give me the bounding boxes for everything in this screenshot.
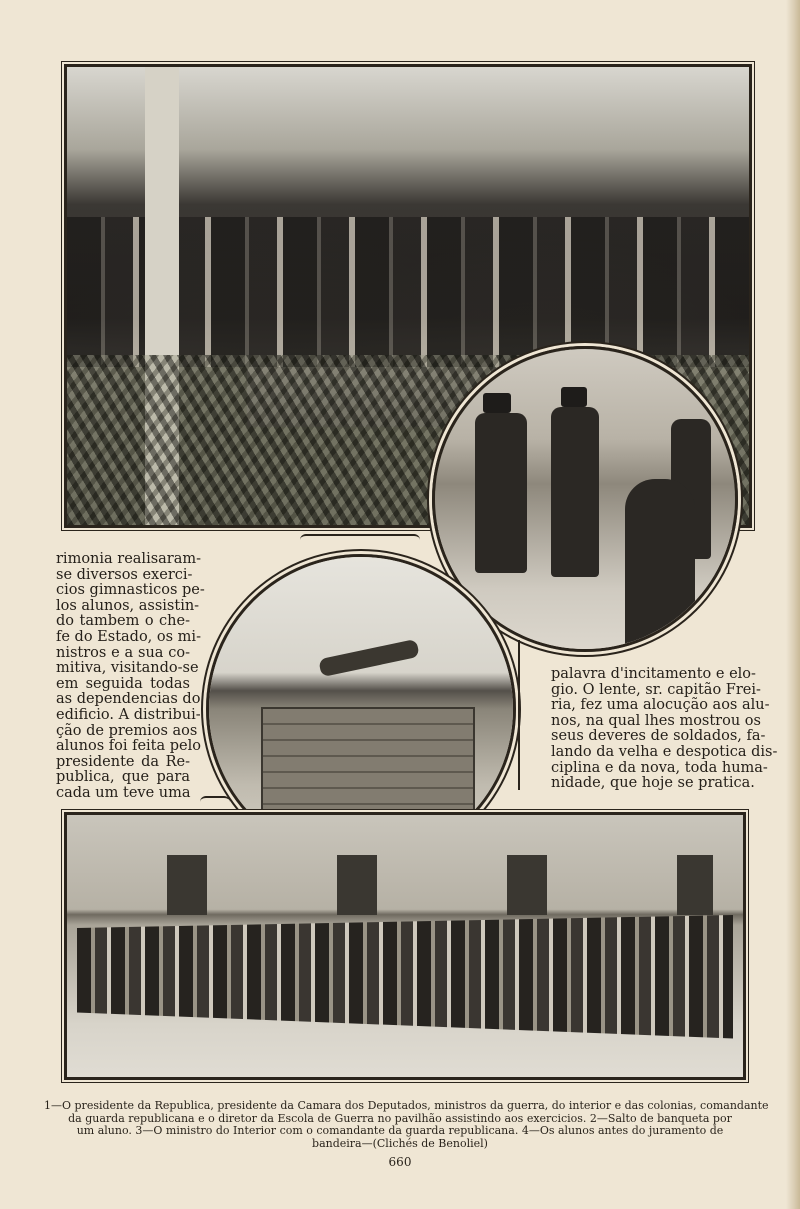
ornament-scroll [300, 534, 420, 546]
figure-minister [475, 413, 527, 573]
text-line: nos, na qual lhes mostrou os [551, 712, 761, 729]
figure-commander [551, 407, 599, 577]
text-line: alunos foi feita pelo [56, 738, 201, 755]
text-line: ria, fez uma alocução aos alu- [551, 697, 770, 714]
text-line: nidade, que hoje se pratica. [551, 775, 755, 792]
text-line: gio. O lente, sr. capitão Frei- [551, 681, 761, 698]
top-hat [483, 393, 511, 413]
page-number: 660 [388, 1155, 412, 1169]
text-line: lando da velha e despotica dis- [551, 743, 778, 760]
caption-line: um aluno. 3—O ministro do Interior com o comandante da guarda republicana. 4—Os alunos antes do juramento de [76, 1124, 724, 1137]
text-line: ciplina e da nova, toda huma- [551, 759, 768, 776]
text-line: presidente da Re- [56, 753, 190, 770]
top-hat [561, 387, 587, 407]
photo-caption [44, 1099, 769, 1150]
text-line: se diversos exerci- [56, 566, 193, 583]
caption-line: bandeira—(Clichés de Benoliel) [312, 1136, 488, 1150]
text-line: do tambem o che- [56, 613, 190, 630]
text-line: em seguida todas [56, 675, 190, 692]
figure-boy [625, 479, 695, 649]
vaulting-box [261, 707, 475, 811]
caption-line: 1—O presidente da Republica, presidente da Camara dos Deputados, ministros da guerra, do interior e das colonias, comandante [44, 1099, 769, 1112]
ornament-line [518, 640, 530, 790]
text-line: nistros e a sua co- [56, 644, 190, 661]
text-line: seus deveres de soldados, fa- [551, 728, 766, 745]
building-windows [97, 855, 713, 915]
text-line: edificio. A distribui- [56, 706, 201, 723]
text-line: los alunos, assistin- [56, 597, 200, 614]
text-line: as dependencias do [56, 691, 201, 708]
text-line: palavra d'incitamento e elo- [551, 666, 756, 682]
text-line: cada um teve uma [56, 784, 191, 801]
caption-line: da guarda republicana e o diretor da Escola de Guerra no pavilhão assistindo aos exercicios. 2—Salto de banqueta por [68, 1111, 732, 1125]
page-edge [786, 0, 800, 1209]
article-text-left [56, 551, 205, 802]
text-line: cios gimnasticos pe- [56, 582, 205, 599]
text-line: fe do Estado, os mi- [56, 628, 201, 645]
ornament-scroll [200, 796, 230, 808]
text-line: mitiva, visitando-se [56, 660, 199, 677]
article-text-right [551, 666, 778, 792]
text-line: publica, que para [56, 769, 190, 786]
text-line: rimonia realisaram- [56, 551, 202, 567]
photo-students-formation [64, 812, 746, 1080]
text-line: ção de premios aos [56, 722, 198, 739]
